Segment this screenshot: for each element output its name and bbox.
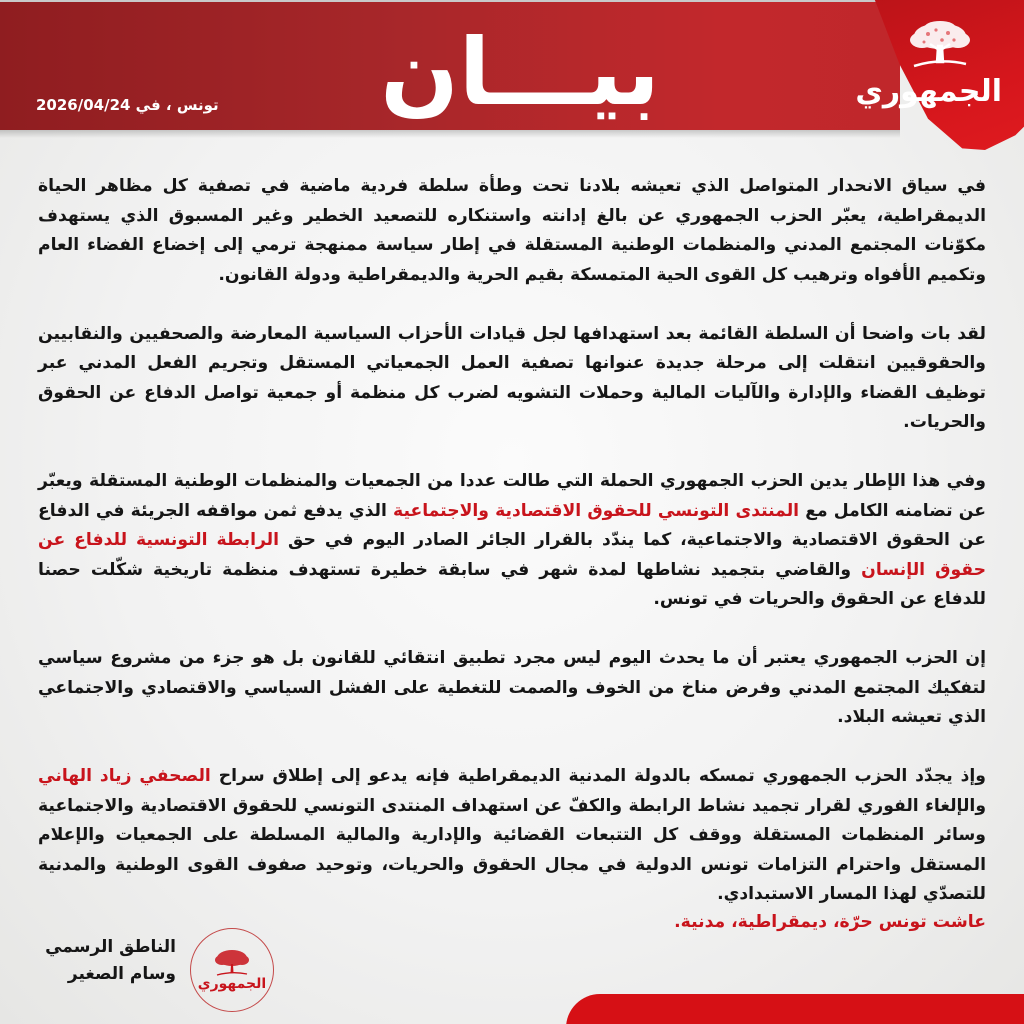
statement-paragraph bbox=[38, 467, 986, 615]
statement-paragraph bbox=[38, 644, 986, 733]
paragraph-text: في سياق الانحدار المتواصل الذي تعيشه بلادنا تحت وطأة سلطة فردية ماضية في تصفية كل مظاهر الحياة الديمقراطية، يعبّر الحزب الجمهوري عن بالغ إدانته واستنكاره للتصعيد الخطير وغير المسبوق الذي يستهدف مكوّنات المجتمع المدني والمنظمات الوطنية المستقلة في إطار سياسة ممنهجة ترمي إلى إخضاع الفضاء العام وتكميم الأفواه وترهيب كل القوى الحية المتمسكة بقيم الحرية والديمقراطية ودولة القانون. bbox=[38, 176, 986, 285]
signature-role: الناطق الرسمي bbox=[45, 937, 176, 957]
statement-paragraph bbox=[38, 320, 986, 438]
signature-name: وسام الصغير bbox=[67, 964, 176, 984]
paragraph-text: إن الحزب الجمهوري يعتبر أن ما يحدث اليوم ليس مجرد تطبيق انتقائي للقانون بل هو جزء من مشروع سياسي لتفكيك المجتمع المدني وفرض مناخ من الخوف والصمت للتغطية على الفشل السياسي والاقتصادي والاجتماعي الذي تعيشه البلاد. bbox=[38, 648, 986, 727]
highlighted-text: المنتدى التونسي للحقوق الاقتصادية والاجتماعية bbox=[393, 500, 800, 521]
page-title: بيـــان bbox=[380, 19, 660, 126]
paragraph-text: والإلغاء الفوري لقرار تجميد نشاط الرابطة والكفّ عن استهداف المنتدى التونسي للحقوق الاقتصادية والاجتماعية وسائر المنظمات المستقلة ووقف كل التتبعات القضائية والإدارية والمالية المسلطة على الجمعيات والإعلام المستقل واحترام التزامات تونس الدولية في مجال الحقوق والحريات، وتوحيد صفوف القوى الوطنية والمدنية للتصدّي لهذا المسار الاستبدادي. bbox=[38, 795, 986, 904]
olive-tree-icon bbox=[213, 948, 251, 978]
paragraph-text: وفي هذا الإطار يدين الحزب الجمهوري الحملة التي طالت عددا من الجمعيات والمنظمات الوطنية المستقلة ويعبّر عن تضامنه الكامل مع bbox=[38, 471, 986, 521]
paragraph-text: وإذ يجدّد الحزب الجمهوري تمسكه بالدولة المدنية الديمقراطية فإنه يدعو إلى إطلاق سراح bbox=[210, 766, 986, 786]
closing-slogan: عاشت تونس حرّة، ديمقراطية، مدنية. bbox=[674, 912, 986, 932]
statement-body bbox=[38, 172, 986, 939]
party-stamp bbox=[190, 928, 274, 1012]
statement-paragraph bbox=[38, 172, 986, 290]
date-line: تونس ، في 2026/04/24 bbox=[36, 96, 219, 114]
party-logo-text: الجمهوري bbox=[855, 74, 1002, 109]
header-shadow bbox=[0, 130, 900, 138]
stamp-text: الجمهوري bbox=[197, 976, 267, 992]
statement-paragraph bbox=[38, 762, 986, 910]
paragraph-text: والقاضي بتجميد نشاطها لمدة شهر في سابقة خطيرة تستهدف منظمة تاريخية شكّلت حصنا للدفاع عن الحقوق والحريات في تونس. bbox=[38, 559, 986, 609]
footer-red-bar bbox=[566, 994, 1024, 1024]
highlighted-text: الصحفي زياد الهاني bbox=[38, 766, 211, 786]
paragraph-text: الذي يدفع ثمن مواقفه الجريئة في الدفاع عن الحقوق الاقتصادية والاجتماعية، كما يندّد بالقرار الجائر الصادر اليوم في حق bbox=[38, 500, 987, 550]
paragraph-text: لقد بات واضحا أن السلطة القائمة بعد استهدافها لجل قيادات الأحزاب السياسية المعارضة والصحفيين والنقابيين والحقوقيين انتقلت إلى مرحلة جديدة عنوانها تصفية العمل الجمعياتي المستقل وتجريم الفعل المدني عبر توظيف القضاء والإدارة والآليات المالية وحملات التشويه لضرب كل منظمة أو جمعية تواصل الدفاع عن الحقوق والحريات. bbox=[38, 323, 986, 432]
signature-block bbox=[36, 934, 176, 988]
olive-tree-icon bbox=[908, 20, 972, 72]
highlighted-text: الرابطة التونسية للدفاع عن حقوق الإنسان bbox=[38, 530, 987, 580]
